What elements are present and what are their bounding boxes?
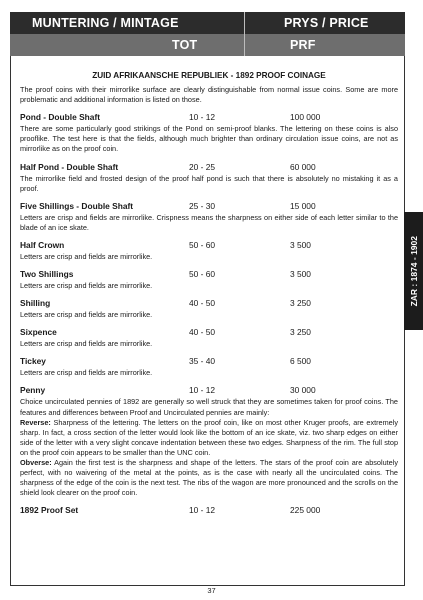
header-divider bbox=[244, 12, 245, 56]
coin-name: Penny bbox=[20, 385, 46, 396]
set-price: 225 000 bbox=[290, 505, 321, 516]
reverse-paragraph bbox=[20, 418, 398, 458]
subheader-bar bbox=[10, 34, 405, 56]
reverse-label: Reverse: bbox=[20, 417, 51, 427]
coin-name: Sixpence bbox=[20, 327, 57, 338]
coin-row bbox=[20, 162, 398, 173]
set-name: 1892 Proof Set bbox=[20, 505, 79, 516]
coin-description: Letters are crisp and fields are mirrorlike. bbox=[20, 281, 153, 291]
page-number: 37 bbox=[207, 586, 216, 595]
coin-name: Half Pond - Double Shaft bbox=[20, 161, 119, 172]
coin-name: Half Crown bbox=[20, 239, 65, 250]
coin-mintage: 10 - 12 bbox=[189, 385, 216, 396]
coin-description: Letters are crisp and fields are mirrorlike. bbox=[20, 339, 153, 349]
coin-description: Letters are crisp and fields are mirrorlike. bbox=[20, 251, 153, 261]
coin-description: Letters are crisp and fields are mirrorlike. bbox=[20, 310, 153, 320]
coin-description: Letters are crisp and fields are mirrorlike. bbox=[20, 368, 153, 378]
intro-paragraph: The proof coins with their mirrorlike surface are clearly distinguishable from normal issue coins. Some are more problematic and additional information is listed on those. bbox=[20, 85, 398, 105]
coin-description: Choice uncirculated pennies of 1892 are generally so well struck that they are sometimes taken for proof coins. The features and differences between Proof and Uncirculated pennies are mainly: bbox=[20, 397, 398, 417]
coin-price: 3 250 bbox=[290, 327, 311, 338]
reverse-text: Sharpness of the lettering. The letters on the proof coin, like on most other Kruger proofs, are extremely sharp. In fact, a cross section of the letter would look like the bottom of an ice skate, viz. two sharp edges on either side of the letter with a very slight concave indentation between these two edges. Sharpness of the rim. The full stop on the proof coin appears to be smaller than the UNC coin. bbox=[20, 417, 399, 457]
coin-name: Pond - Double Shaft bbox=[20, 112, 101, 123]
header-mintage: MUNTERING / MINTAGE bbox=[32, 16, 179, 30]
obverse-text: Again the first test is the sharpness and shape of the letters. The stars of the proof coin are absolutely perfect, with no waivering of the metal at the points, as is the case with nearly all the uncirculated coins. The sharpness of the edge of the coin is the next test. The ribs of the wagon are more pronounced and the scrolls on the shield look clearer on the proof coin. bbox=[20, 457, 398, 498]
coin-description: Letters are crisp and fields are mirrorlike. Crispness means the sharpness on either side of each letter similar to the blade of an ice skate. bbox=[20, 212, 398, 232]
coin-row bbox=[20, 327, 398, 338]
coin-price: 60 000 bbox=[290, 161, 316, 172]
side-tab-label-wrap bbox=[404, 212, 423, 330]
coin-price: 3 500 bbox=[290, 269, 311, 280]
coin-price: 3 500 bbox=[290, 239, 311, 250]
coin-mintage: 50 - 60 bbox=[189, 239, 216, 250]
proof-set-row bbox=[20, 505, 398, 516]
coin-row bbox=[20, 269, 398, 280]
obverse-label: Obverse: bbox=[20, 457, 52, 467]
coin-mintage: 10 - 12 bbox=[189, 112, 216, 123]
obverse-paragraph bbox=[20, 458, 398, 498]
coin-mintage: 40 - 50 bbox=[189, 298, 216, 309]
subheader-tot: TOT bbox=[172, 38, 198, 52]
section-title: ZUID AFRIKAANSCHE REPUBLIEK - 1892 PROOF COINAGE bbox=[92, 71, 326, 80]
coin-name: Two Shillings bbox=[20, 269, 74, 280]
coin-price: 15 000 bbox=[290, 200, 316, 211]
coin-price: 100 000 bbox=[290, 112, 321, 123]
coin-mintage: 50 - 60 bbox=[189, 269, 216, 280]
coin-row bbox=[20, 240, 398, 251]
coin-description: The mirrorlike field and frosted design of the proof half pond is such that there is absolutely no mistaking it as a proof. bbox=[20, 173, 398, 193]
content bbox=[20, 62, 398, 517]
coin-price: 6 500 bbox=[290, 356, 311, 367]
coin-row bbox=[20, 298, 398, 309]
coin-name: Tickey bbox=[20, 356, 46, 367]
coin-row bbox=[20, 201, 398, 212]
side-tab-label: ZAR : 1874 - 1902 bbox=[408, 235, 419, 307]
coin-row bbox=[20, 356, 398, 367]
coin-price: 3 250 bbox=[290, 298, 311, 309]
coin-mintage: 25 - 30 bbox=[189, 200, 216, 211]
coin-description: There are some particularly good strikings of the Pond on semi-proof blanks. The lettering on these coins is also prooflike. The test here is that the fields, although much brighter than ordinary circulation issue coins, are not as mirrorlike as on the proof coin. bbox=[20, 124, 398, 154]
coin-row bbox=[20, 112, 398, 123]
coin-row bbox=[20, 385, 398, 396]
coin-mintage: 40 - 50 bbox=[189, 327, 216, 338]
subheader-prf: PRF bbox=[290, 38, 316, 52]
coin-name: Shilling bbox=[20, 298, 51, 309]
coin-name: Five Shillings - Double Shaft bbox=[20, 200, 134, 211]
header-price: PRYS / PRICE bbox=[284, 16, 369, 30]
coin-price: 30 000 bbox=[290, 385, 316, 396]
coin-mintage: 35 - 40 bbox=[189, 356, 216, 367]
coin-mintage: 20 - 25 bbox=[189, 161, 216, 172]
set-mintage: 10 - 12 bbox=[189, 505, 216, 516]
